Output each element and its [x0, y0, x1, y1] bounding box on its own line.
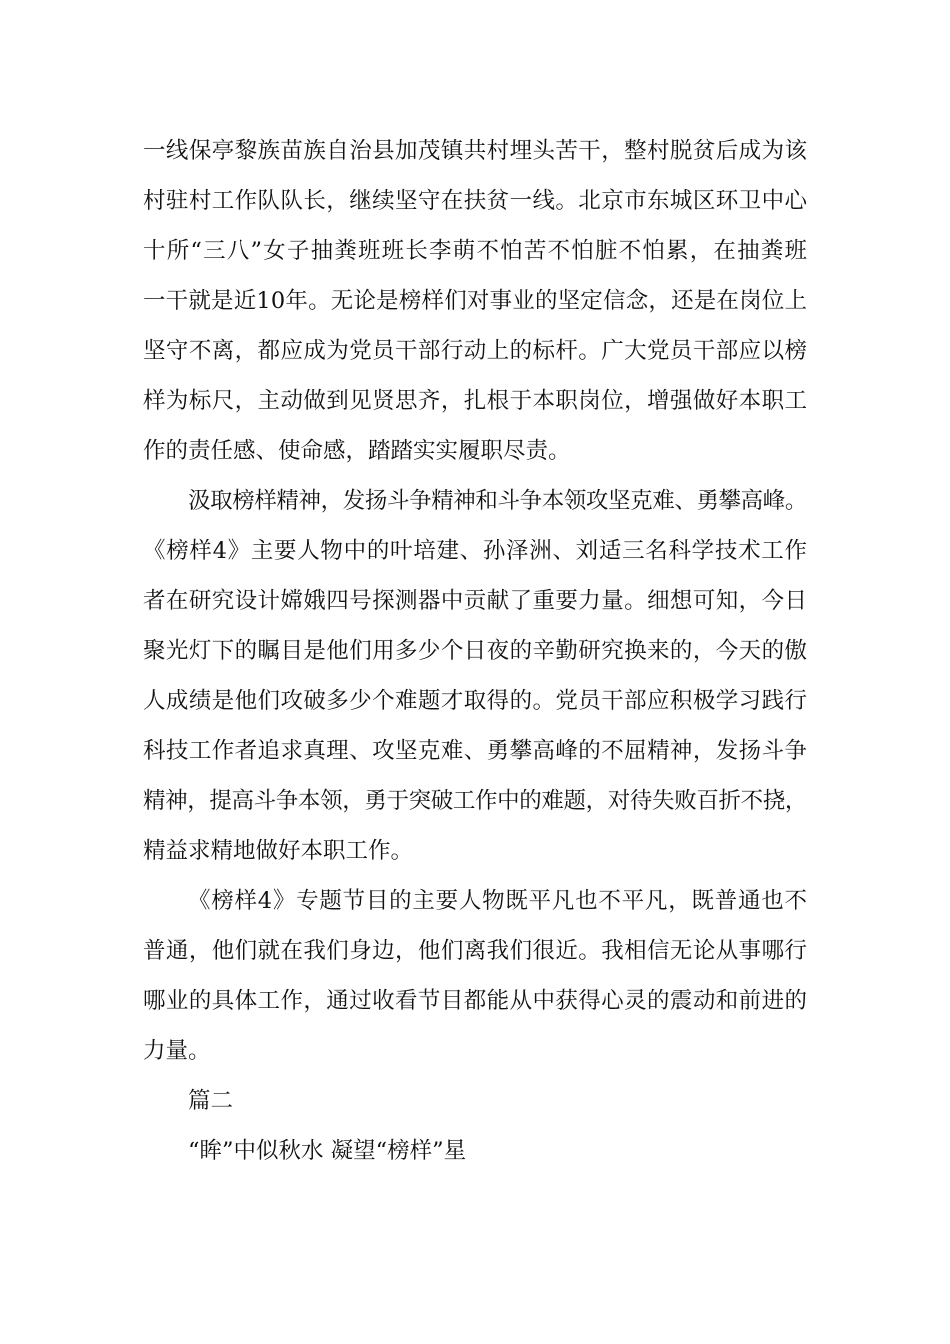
line-text: 作的责任感、使命感，踏踏实实履职尽责。 — [143, 438, 571, 464]
text-line — [0, 981, 950, 1021]
text-line — [0, 481, 950, 521]
text-line — [0, 131, 950, 171]
line-text: 一线保亭黎族苗族自治县加茂镇共村埋头苦干，整村脱贫后成为该 — [143, 138, 808, 164]
line-text: 聚光灯下的瞩目是他们用多少个日夜的辛勤研究换来的，今天的傲 — [143, 638, 808, 664]
line-text: 科技工作者追求真理、攻坚克难、勇攀高峰的不屈精神，发扬斗争 — [143, 738, 808, 764]
text-line — [0, 331, 950, 371]
line-text: 者在研究设计嫦娥四号探测器中贡献了重要力量。细想可知，今日 — [143, 588, 808, 614]
text-line — [0, 231, 950, 271]
article-title — [0, 1131, 950, 1171]
article-title-text: “眸”中似秋水 凝望“榜样”星 — [188, 1138, 467, 1164]
line-text: 精益求精地做好本职工作。 — [143, 838, 414, 864]
text-line — [0, 431, 950, 471]
line-text: 《榜样4》专题节目的主要人物既平凡也不平凡，既普通也不 — [188, 888, 808, 914]
line-text: 哪业的具体工作，通过收看节目都能从中获得心灵的震动和前进的 — [143, 988, 808, 1014]
text-line — [0, 631, 950, 671]
line-text: 力量。 — [143, 1038, 211, 1064]
line-text: 人成绩是他们攻破多少个难题才取得的。党员干部应积极学习践行 — [143, 688, 808, 714]
section-heading — [0, 1081, 950, 1121]
line-text: 十所“三八”女子抽粪班班长李萌不怕苦不怕脏不怕累，在抽粪班 — [143, 238, 809, 264]
text-line — [0, 531, 950, 571]
line-text: 样为标尺，主动做到见贤思齐，扎根于本职岗位，增强做好本职工 — [143, 388, 808, 414]
text-line — [0, 281, 950, 321]
line-text: 精神，提高斗争本领，勇于突破工作中的难题，对待失败百折不挠， — [143, 788, 807, 814]
text-line — [0, 381, 950, 421]
line-text: 普通，他们就在我们身边，他们离我们很近。我相信无论从事哪行 — [143, 938, 808, 964]
text-line — [0, 581, 950, 621]
text-line — [0, 881, 950, 921]
line-text: 《榜样4》主要人物中的叶培建、孙泽洲、刘适三名科学技术工作 — [143, 538, 808, 564]
text-line — [0, 1031, 950, 1071]
text-line — [0, 681, 950, 721]
text-line — [0, 831, 950, 871]
text-line — [0, 181, 950, 221]
line-text: 一干就是近10年。无论是榜样们对事业的坚定信念，还是在岗位上 — [143, 288, 808, 314]
text-line — [0, 731, 950, 771]
text-line — [0, 781, 950, 821]
line-text: 汲取榜样精神，发扬斗争精神和斗争本领攻坚克难、勇攀高峰。 — [188, 488, 807, 514]
text-line — [0, 931, 950, 971]
line-text: 坚守不离，都应成为党员干部行动上的标杆。广大党员干部应以榜 — [143, 338, 808, 364]
section-heading-text: 篇二 — [188, 1088, 234, 1114]
line-text: 村驻村工作队队长，继续坚守在扶贫一线。北京市东城区环卫中心 — [143, 188, 808, 214]
